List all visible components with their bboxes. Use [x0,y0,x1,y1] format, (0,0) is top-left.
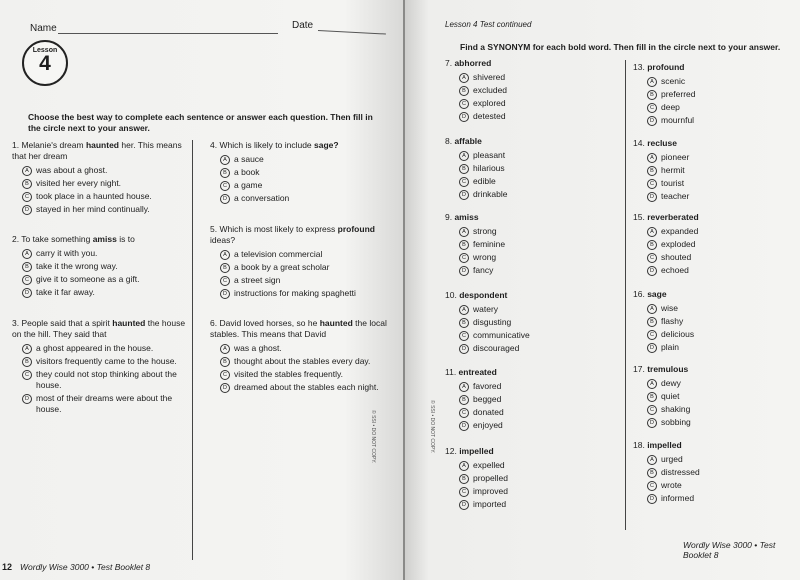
option-text: a ghost appeared in the house. [36,343,154,353]
right-footer-title: Wordly Wise 3000 • Test Booklet 8 [683,540,776,560]
option-text: shouted [661,252,692,262]
option-text: dreamed about the stables each night. [234,382,379,392]
option-text: enjoyed [473,420,503,430]
answer-bubble[interactable]: B [22,179,32,189]
option-text: teacher [661,191,690,201]
answer-option[interactable] [459,317,605,328]
option-text: urged [661,454,683,464]
answer-bubble[interactable]: B [647,468,657,478]
option-text: pleasant [473,150,506,160]
right-header: Lesson 4 Test continued [445,20,532,29]
answer-option[interactable] [647,191,793,202]
date-line [318,30,386,35]
option-text: give it to someone as a gift. [36,274,140,284]
option-text: was about a ghost. [36,165,108,175]
option-text: imported [473,499,507,509]
answer-option[interactable] [22,165,187,176]
option-text: they could not stop thinking about the house. [36,369,177,390]
answer-option[interactable] [22,369,187,391]
answer-bubble[interactable]: B [647,317,657,327]
question [12,140,187,215]
question-stem: 1. Melanie's dream haunted her. This means that her dream [12,140,182,161]
answer-bubble[interactable]: B [220,263,230,273]
answer-option[interactable] [22,274,187,285]
answer-option[interactable] [647,89,793,100]
answer-option[interactable] [647,417,793,428]
page-number: 12 [2,562,13,572]
option-text: feminine [473,239,506,249]
answer-option[interactable] [647,493,793,504]
answer-bubble[interactable]: A [647,77,657,87]
answer-option[interactable] [459,460,605,471]
answer-bubble[interactable]: B [459,240,469,250]
answer-bubble[interactable]: C [22,275,32,285]
answer-bubble[interactable]: D [459,112,469,122]
answer-option[interactable] [459,420,605,431]
question-word: 14. recluse [633,138,677,148]
option-text: favored [473,381,502,391]
lesson-badge [22,40,68,86]
answer-bubble[interactable]: C [459,487,469,497]
answer-bubble[interactable]: A [459,382,469,392]
answer-option[interactable] [220,167,390,178]
answer-option[interactable] [647,102,793,113]
question-word: 7. abhorred [445,58,492,68]
answer-option[interactable] [22,178,187,189]
answer-bubble[interactable]: D [220,383,230,393]
synonym-question [633,138,793,202]
answer-option[interactable] [647,342,793,353]
option-text: most of their dreams were about the house. [36,393,173,414]
answer-bubble[interactable]: A [459,227,469,237]
option-text: deep [661,102,680,112]
answer-bubble[interactable]: C [220,276,230,286]
right-directions: Find a SYNONYM for each bold word. Then fill in the circle next to your answer. [460,42,781,52]
answer-bubble[interactable]: C [459,253,469,263]
answer-option[interactable] [459,98,605,109]
answer-bubble[interactable]: C [459,331,469,341]
option-text: excluded [473,85,508,95]
answer-option[interactable] [459,304,605,315]
answer-bubble[interactable]: B [22,357,32,367]
option-text: detested [473,111,506,121]
option-text: donated [473,407,504,417]
answer-option[interactable] [647,165,793,176]
option-text: stayed in her mind continually. [36,204,150,214]
answer-bubble[interactable]: B [22,262,32,272]
left-directions: Choose the best way to complete each sentence or answer each question. Then fill in the circle next to your answer. [28,112,373,133]
option-text: a book by a great scholar [234,262,330,272]
option-text: echoed [661,265,689,275]
option-text: disgusting [473,317,512,327]
answer-option[interactable] [220,193,390,204]
answer-bubble[interactable]: D [459,500,469,510]
answer-bubble[interactable]: A [459,73,469,83]
answer-option[interactable] [220,249,390,260]
answer-bubble[interactable]: C [647,330,657,340]
answer-bubble[interactable]: B [647,392,657,402]
answer-bubble[interactable]: C [647,405,657,415]
synonym-question [445,446,605,510]
answer-option[interactable] [459,85,605,96]
answer-bubble[interactable]: D [22,288,32,298]
answer-option[interactable] [459,226,605,237]
answer-option[interactable] [459,499,605,510]
answer-bubble[interactable]: C [22,370,32,380]
name-line [58,33,278,34]
option-text: carry it with you. [36,248,98,258]
answer-option[interactable] [220,154,390,165]
option-text: pioneer [661,152,690,162]
option-text: plain [661,342,679,352]
answer-bubble[interactable]: A [459,151,469,161]
option-text: dewy [661,378,681,388]
answer-option[interactable] [647,329,793,340]
answer-bubble[interactable]: A [220,155,230,165]
answer-bubble[interactable]: B [459,318,469,328]
question-stem: 4. Which is likely to include sage? [210,140,339,150]
answer-bubble[interactable]: A [647,304,657,314]
option-text: visited her every night. [36,178,122,188]
answer-option[interactable] [220,288,390,299]
answer-option[interactable] [22,248,187,259]
synonym-question [445,58,605,122]
answer-bubble[interactable]: C [220,370,230,380]
answer-option[interactable] [22,393,187,415]
answer-option[interactable] [220,262,390,273]
answer-bubble[interactable]: D [22,205,32,215]
synonym-question [633,440,793,504]
option-text: visited the stables frequently. [234,369,343,379]
question [12,234,187,298]
answer-bubble[interactable]: C [647,179,657,189]
answer-bubble[interactable]: D [647,266,657,276]
question [210,140,390,204]
option-text: quiet [661,391,680,401]
answer-option[interactable] [459,473,605,484]
answer-bubble[interactable]: D [647,418,657,428]
option-text: shaking [661,404,691,414]
badge-label: Lesson [32,47,58,54]
answer-option[interactable] [22,343,187,354]
question-word: 16. sage [633,289,667,299]
answer-option[interactable] [647,404,793,415]
answer-option[interactable] [459,252,605,263]
option-text: hilarious [473,163,505,173]
answer-bubble[interactable]: A [647,227,657,237]
question-word: 10. despondent [445,290,508,300]
option-text: fancy [473,265,494,275]
synonym-question [445,290,605,354]
answer-option[interactable] [647,252,793,263]
answer-option[interactable] [459,265,605,276]
answer-option[interactable] [22,287,187,298]
column-divider [192,140,193,560]
answer-option[interactable] [647,178,793,189]
answer-option[interactable] [220,382,390,393]
answer-bubble[interactable]: B [647,166,657,176]
question [210,224,390,299]
answer-bubble[interactable]: D [22,394,32,404]
option-text: was a ghost. [234,343,282,353]
answer-option[interactable] [647,378,793,389]
option-text: edible [473,176,496,186]
answer-bubble[interactable]: C [220,181,230,191]
answer-option[interactable] [459,343,605,354]
option-text: exploded [661,239,696,249]
answer-option[interactable] [459,381,605,392]
answer-bubble[interactable]: D [220,194,230,204]
synonym-question [445,212,605,276]
answer-bubble[interactable]: D [647,192,657,202]
answer-bubble[interactable]: C [459,99,469,109]
answer-option[interactable] [647,391,793,402]
option-text: a game [234,180,263,190]
option-text: a conversation [234,193,290,203]
question-word: 18. impelled [633,440,682,450]
option-text: mournful [661,115,695,125]
option-text: take it far away. [36,287,95,297]
question-word: 11. entreated [445,367,497,377]
answer-bubble[interactable]: B [647,90,657,100]
option-text: improved [473,486,508,496]
question-word: 12. impelled [445,446,494,456]
option-text: wrote [661,480,682,490]
answer-bubble[interactable]: C [459,408,469,418]
answer-option[interactable] [459,163,605,174]
answer-option[interactable] [220,343,390,354]
option-text: delicious [661,329,695,339]
option-text: drinkable [473,189,508,199]
option-text: took place in a haunted house. [36,191,152,201]
answer-option[interactable] [647,226,793,237]
option-text: begged [473,394,502,404]
option-text: preferred [661,89,696,99]
answer-bubble[interactable]: A [459,305,469,315]
option-text: visitors frequently came to the house. [36,356,177,366]
badge-number: 4 [39,52,51,75]
answer-bubble[interactable]: C [647,481,657,491]
option-text: informed [661,493,695,503]
synonym-question [633,289,793,353]
answer-option[interactable] [220,180,390,191]
answer-option[interactable] [647,467,793,478]
answer-bubble[interactable]: B [459,164,469,174]
answer-option[interactable] [647,239,793,250]
answer-option[interactable] [459,111,605,122]
answer-option[interactable] [220,369,390,380]
synonym-question [633,212,793,276]
answer-option[interactable] [22,204,187,215]
answer-bubble[interactable]: A [220,250,230,260]
right-copyright-notice: © SSI • DO NOT COPY. [429,400,435,454]
footer-title: Wordly Wise 3000 • Test Booklet 8 [20,562,151,572]
answer-option[interactable] [459,407,605,418]
answer-bubble[interactable]: C [647,103,657,113]
answer-bubble[interactable]: A [220,344,230,354]
answer-option[interactable] [22,191,187,202]
option-text: scenic [661,76,686,86]
answer-bubble[interactable]: B [220,357,230,367]
answer-option[interactable] [647,265,793,276]
question-stem: 6. David loved horses, so he haunted the local stables. This means that David [210,318,387,339]
answer-bubble[interactable]: A [22,344,32,354]
answer-option[interactable] [22,356,187,367]
answer-option[interactable] [22,261,187,272]
answer-bubble[interactable]: D [220,289,230,299]
option-text: wrong [473,252,497,262]
question-stem: 2. To take something amiss is to [12,234,135,244]
option-text: take it the wrong way. [36,261,118,271]
answer-option[interactable] [647,76,793,87]
date-label: Date [292,20,314,31]
answer-bubble[interactable]: A [647,455,657,465]
answer-bubble[interactable]: D [647,116,657,126]
answer-bubble[interactable]: D [459,190,469,200]
option-text: communicative [473,330,530,340]
copyright-notice: © SSI • DO NOT COPY. [370,410,376,464]
answer-bubble[interactable]: A [647,153,657,163]
answer-option[interactable] [459,239,605,250]
answer-bubble[interactable]: A [22,166,32,176]
answer-bubble[interactable]: D [459,421,469,431]
right-page [405,0,800,580]
question-word: 17. tremulous [633,364,689,374]
question [12,318,187,415]
synonym-question [633,364,793,428]
option-text: flashy [661,316,684,326]
question-stem: 3. People said that a spirit haunted the house on the hill. They said that [12,318,186,339]
right-column-divider [625,60,626,530]
answer-option[interactable] [459,394,605,405]
option-text: a street sign [234,275,281,285]
answer-bubble[interactable]: C [459,177,469,187]
answer-option[interactable] [459,330,605,341]
option-text: discouraged [473,343,520,353]
option-text: tourist [661,178,685,188]
answer-option[interactable] [459,486,605,497]
name-label: Name [30,23,57,34]
option-text: a book [234,167,260,177]
answer-option[interactable] [459,150,605,161]
option-text: thought about the stables every day. [234,356,371,366]
answer-option[interactable] [459,189,605,200]
option-text: instructions for making spaghetti [234,288,356,298]
answer-bubble[interactable]: D [459,344,469,354]
option-text: expanded [661,226,699,236]
option-text: a sauce [234,154,264,164]
answer-option[interactable] [220,356,390,367]
answer-bubble[interactable]: A [22,249,32,259]
option-text: shivered [473,72,506,82]
answer-bubble[interactable]: D [459,266,469,276]
option-text: strong [473,226,497,236]
answer-option[interactable] [647,115,793,126]
option-text: hermit [661,165,685,175]
question [210,318,390,393]
question-word: 13. profound [633,62,685,72]
question-word: 8. affable [445,136,482,146]
answer-option[interactable] [459,176,605,187]
answer-option[interactable] [647,480,793,491]
answer-option[interactable] [647,454,793,465]
answer-bubble[interactable]: A [459,461,469,471]
synonym-question [445,367,605,431]
answer-bubble[interactable]: B [459,474,469,484]
answer-option[interactable] [647,152,793,163]
question-stem: 5. Which is most likely to express profound ideas? [210,224,375,245]
option-text: watery [473,304,499,314]
question-word: 9. amiss [445,212,479,222]
option-text: a television commercial [234,249,323,259]
answer-option[interactable] [459,72,605,83]
answer-bubble[interactable]: B [459,395,469,405]
answer-bubble[interactable]: B [459,86,469,96]
answer-option[interactable] [647,316,793,327]
synonym-question [633,62,793,126]
option-text: explored [473,98,506,108]
answer-bubble[interactable]: A [647,379,657,389]
synonym-question [445,136,605,200]
answer-bubble[interactable]: D [647,494,657,504]
answer-option[interactable] [647,303,793,314]
option-text: expelled [473,460,505,470]
answer-bubble[interactable]: B [220,168,230,178]
answer-bubble[interactable]: C [22,192,32,202]
answer-bubble[interactable]: C [647,253,657,263]
option-text: propelled [473,473,508,483]
answer-bubble[interactable]: D [647,343,657,353]
option-text: wise [661,303,679,313]
answer-option[interactable] [220,275,390,286]
answer-bubble[interactable]: B [647,240,657,250]
question-word: 15. reverberated [633,212,699,222]
option-text: sobbing [661,417,691,427]
option-text: distressed [661,467,700,477]
